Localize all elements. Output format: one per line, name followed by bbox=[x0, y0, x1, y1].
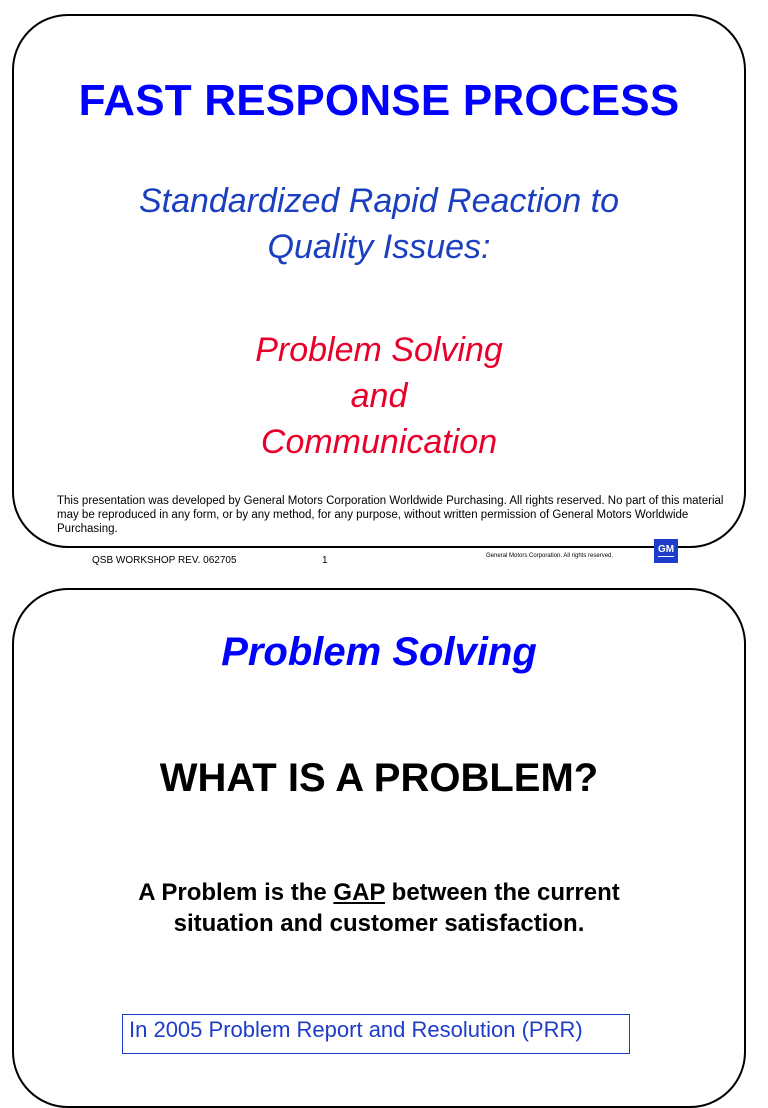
slide-1-title: FAST RESPONSE PROCESS bbox=[78, 76, 680, 125]
problem-definition bbox=[14, 877, 744, 939]
slide-1-subtitle bbox=[14, 178, 744, 270]
page-number: 1 bbox=[322, 555, 328, 566]
slide-2-heading: WHAT IS A PROBLEM? bbox=[159, 756, 599, 800]
definition-part-1: A Problem is the bbox=[138, 879, 334, 906]
slide-footer bbox=[0, 544, 768, 576]
slide-2 bbox=[12, 588, 746, 1108]
revision-label: QSB WORKSHOP REV. 062705 bbox=[92, 555, 237, 566]
topic-line-1: Problem Solving bbox=[255, 331, 503, 369]
definition-part-2: between the current bbox=[385, 879, 620, 906]
definition-line-2: situation and customer satisfaction. bbox=[173, 910, 585, 937]
copyright-notice: This presentation was developed by General Motors Corporation Worldwide Purchasing. All rights reserved. No part of this material may be reproduced in any form, or by any method, for any purpose, without written permission of General Motors Worldwide Purchasing. bbox=[57, 495, 724, 535]
gm-logo-icon bbox=[654, 539, 678, 563]
definition-gap: GAP bbox=[333, 879, 385, 906]
definition-line-1 bbox=[14, 877, 744, 908]
subtitle-line-1: Standardized Rapid Reaction to bbox=[138, 182, 620, 220]
topic-line-3: Communication bbox=[260, 423, 498, 461]
slide-1 bbox=[12, 14, 746, 548]
slide-1-topic bbox=[14, 327, 744, 465]
prr-callout-box: In 2005 Problem Report and Resolution (PRR) bbox=[122, 1014, 630, 1054]
gm-logo-text: GM bbox=[657, 544, 675, 555]
subtitle-line-2: Quality Issues: bbox=[267, 228, 491, 266]
slide-2-title: Problem Solving bbox=[221, 630, 537, 674]
topic-line-2: and bbox=[350, 377, 408, 415]
footer-copyright: General Motors Corporation. All rights reserved. bbox=[486, 553, 614, 559]
